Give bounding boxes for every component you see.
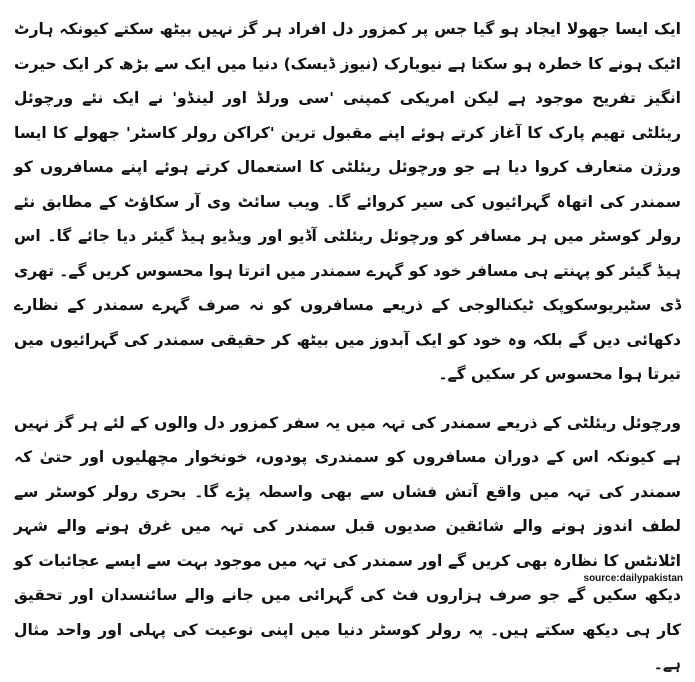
article-paragraph-2: ورچوئل ریئلٹی کے ذریعے سمندر کی تہہ میں یہ سفر کمزور دل والوں کے لئے ہر گز نہیں ہے کیونکہ اس کے دوران مسافروں کو سمندری پودوں، خونخوار مچھلیوں اور حتیٰ کہ سمندر کی تہہ میں واقع آتش فشاں سے بھی واسطہ پڑے گا۔ بحری رولر کوسٹر سے لطف اندوز ہونے والے شائقین صدیوں قبل سمندر کی تہہ میں غرق ہونے والے شہر اٹلانٹس کا نظارہ بھی کریں گے اور سمندر کی تہہ میں موجود بہت سے ایسے عجائبات کو دیکھ سکیں گے جو صرف ہزاروں فٹ کی گہرائی میں جانے والے سائنسدان اور تحقیق کار ہی دیکھ سکتے ہیں۔ یہ رولر کوسٹر دنیا میں اپنی نوعیت کی پہلی اور واحد مثال ہے۔	[14, 413, 681, 673]
article-paragraph-1: ایک ایسا جھولا ایجاد ہو گیا جس پر کمزور دل افراد ہر گز نہیں بیٹھ سکتے کیونکہ ہارٹ اٹیک ہونے کا خطرہ ہو سکتا ہے نیویارک (نیوز ڈیسک) دنیا میں ایک سے بڑھ کر ایک حیرت انگیز تفریح موجود ہے لیکن امریکی کمپنی 'سی ورلڈ اور لینڈو' نے ایک نئے ورچوئل ریئلٹی تھیم پارک کا آغاز کرتے ہوئے اپنے مقبول ترین 'کراکن رولر کاسٹر' جھولے کا ایسا ورژن متعارف کروا دیا ہے جو ورچوئل ریئلٹی کا استعمال کرتے ہوئے اپنے مسافروں کو سمندر کی اتھاہ گہرائیوں کی سیر کروائے گا۔ ویب سائٹ وی آر سکاؤٹ کے مطابق نئے رولر کوسٹر میں ہر مسافر کو ورچوئل ریئلٹی آڈیو اور ویڈیو ہیڈ گیئر دیا جائے گا۔ اس ہیڈ گیئر کو پہنتے ہی مسافر خود کو گہرے سمندر میں اترتا ہوا محسوس کریں گے۔ تھری ڈی سٹیریوسکوپک ٹیکنالوجی کے ذریعے مسافروں کو نہ صرف گہرے سمندر کے نظارے دکھائی دیں گے بلکہ وہ خود کو ایک آبدوز میں بیٹھ کر حقیقی سمندر کی گہرائیوں میں تیرتا ہوا محسوس کر سکیں گے۔	[14, 20, 681, 383]
source-credit: source:dailypakistan	[583, 573, 683, 584]
article-body	[14, 12, 681, 682]
